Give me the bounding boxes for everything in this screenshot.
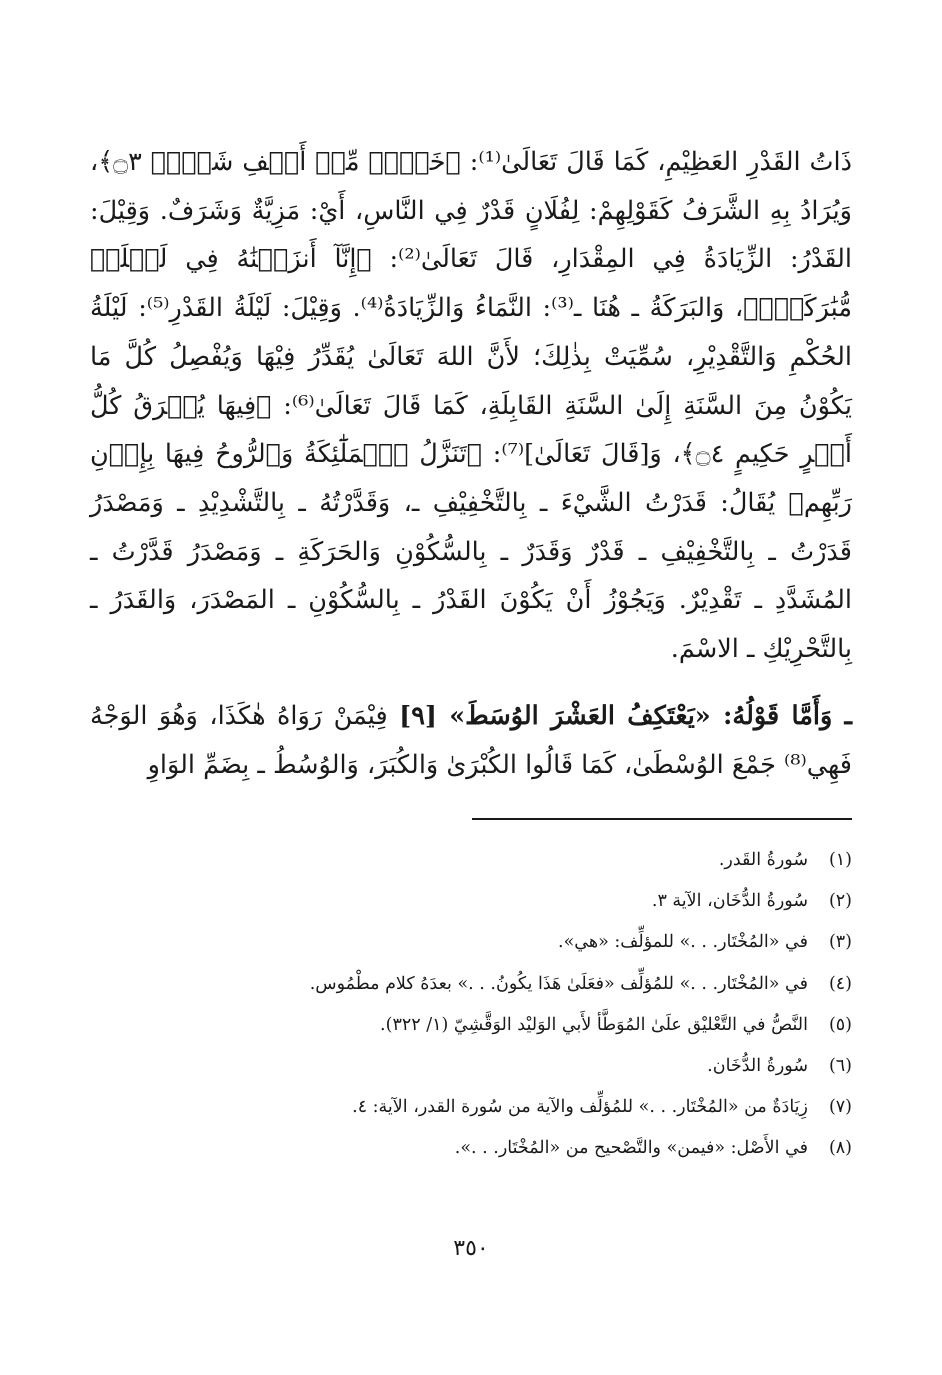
main-text-continued <box>90 692 852 789</box>
footnote-text: في الأَصْل: «فيمن» والتَّصْحيح من «المُخْتَار. . .». <box>454 1138 808 1159</box>
footnote-text: زِيَادَةٌ من «المُخْتَار. . .» للمُؤلِّف والآية من سُورة القدر، الآية: ٤. <box>352 1097 808 1118</box>
footnote-number: (٦) <box>828 1056 852 1077</box>
footnote-text: سُورةُ القَدر. <box>718 850 808 870</box>
footnote-item <box>90 1046 852 1087</box>
footnote-item <box>90 840 852 881</box>
footnote-number: (٣) <box>828 932 852 953</box>
footnote-item <box>90 1005 852 1046</box>
footnote-text: في «المُخْتَار. . .» للمؤلِّف: «هي». <box>558 932 808 953</box>
footnote-number: (١) <box>828 850 852 870</box>
page-number: ٣٥٠ <box>453 1236 489 1261</box>
footnote-text: سُورةُ الدُّخَان. <box>707 1056 808 1077</box>
footnote-number: (٥) <box>828 1014 852 1035</box>
paragraph-2-body: فِيْمَنْ رَوَاهُ هٰكَذَا، وَهُوَ الوَجْهُ فَهِي⁽⁸⁾ جَمْعَ الوُسْطَىٰ، كَمَا قَالُوا الكُبْرَىٰ وَالكُبَرَ، وَالوُسُطُ ـ بِضَمِّ الوَاوِ <box>90 701 852 780</box>
footnote-item <box>90 1087 852 1128</box>
footnote-item <box>90 881 852 922</box>
main-text <box>90 138 852 674</box>
footnote-number: (٤) <box>828 973 852 994</box>
footnote-text: سُورةُ الدُّخَان، الآية ٣. <box>651 891 808 912</box>
footnote-text: في «المُخْتَار. . .» للمُؤلِّف «فعَلَىٰ هَذَا يكُونُ. . .» بعدَهُ كلام مطْمُوس. <box>309 973 808 994</box>
paragraph-2 <box>90 692 852 789</box>
footnote-item <box>90 1128 852 1169</box>
footnote-separator <box>472 818 852 820</box>
footnote-number: (٧) <box>828 1097 852 1118</box>
paragraph-2-heading: ـ وَأَمَّا قَوْلُهُ: «يَعْتَكِفُ العَشْرَ الوُسَطَ» [٩] <box>399 701 852 731</box>
footnote-text: النَّصُّ في التَّعْليْق علَىٰ المُوَطَّأ لأَبي الوَليْد الوَقَّشِيّ (١/ ٣٢٢). <box>380 1014 808 1035</box>
paragraph-1: ذَاتُ القَدْرِ العَظِيْمِ، كَمَا قَالَ تَعَالَىٰ⁽¹⁾: ﴿خَيۡرٞ مِّنۡ أَلۡفِ شَهۡرٖ ۝٣﴾، وَيُرَادُ بِهِ الشَّرَفُ كَقَوْلِهِمْ: لِفُلَانٍ قَدْرٌ فِي النَّاسِ، أَيْ: مَزِيَّةٌ وَشَرَفٌ. وَقِيْلَ: القَدْرُ: الزِّيَادَةُ فِي المِقْدَارِ، قَالَ تَعَالَىٰ⁽²⁾: ﴿إِنَّآ أَنزَلۡنَٰهُ فِي لَيۡلَةٖ مُّبَٰرَكَةٍۚ﴾، وَالبَرَكَةُ ـ هُنَا ـ⁽³⁾: النَّمَاءُ وَالزِّيَادَةُ⁽⁴⁾. وَقِيْلَ: لَيْلَةُ القَدْرِ⁽⁵⁾: لَيْلَةُ الحُكْمِ وَالتَّقْدِيْرِ، سُمِّيَتْ بِذٰلِكَ؛ لأَنَّ اللهَ تَعَالَىٰ يُقَدِّرُ فِيْهَا وَيُفْصِلُ كُلَّ مَا يَكُوْنُ مِنَ السَّنَةِ إِلَىٰ السَّنَةِ القَابِلَةِ، كَمَا قَالَ تَعَالَىٰ⁽⁶⁾: ﴿فِيهَا يُفۡرَقُ كُلُّ أَمۡرٍ حَكِيمٍ ۝٤﴾، وَ[قَالَ تَعَالَىٰ]⁽⁷⁾: ﴿تَنَزَّلُ ٱلۡمَلَٰٓئِكَةُ وَٱلرُّوحُ فِيهَا بِإِذۡنِ رَبِّهِم﴾ يُقَالُ: قَدَرْتُ الشَّيْءَ ـ بِالتَّخْفِيْفِ ـ، وَقَدَّرْتُهُ ـ بِالتَّشْدِيْدِ ـ وَمَصْدَرُ قَدَرْتُ ـ بِالتَّخْفِيْفِ ـ قَدْرٌ وَقَدَرٌ ـ بِالسُّكُوْنِ وَالحَرَكَةِ ـ وَمَصْدَرُ قَدَّرْتُ ـ المُشَدَّدِ ـ تَقْدِيْرٌ. وَيَجُوْزُ أَنْ يَكُوْنَ القَدْرُ ـ بِالسُّكُوْنِ ـ المَصْدَرَ، وَالقَدَرُ ـ بِالتَّحْرِيْكِ ـ الاسْمَ. <box>90 147 853 665</box>
footnote-item <box>90 964 852 1005</box>
footnote-item <box>90 922 852 963</box>
footnote-number: (٨) <box>828 1138 852 1159</box>
footnote-number: (٢) <box>828 891 852 912</box>
footnotes <box>90 840 852 1170</box>
